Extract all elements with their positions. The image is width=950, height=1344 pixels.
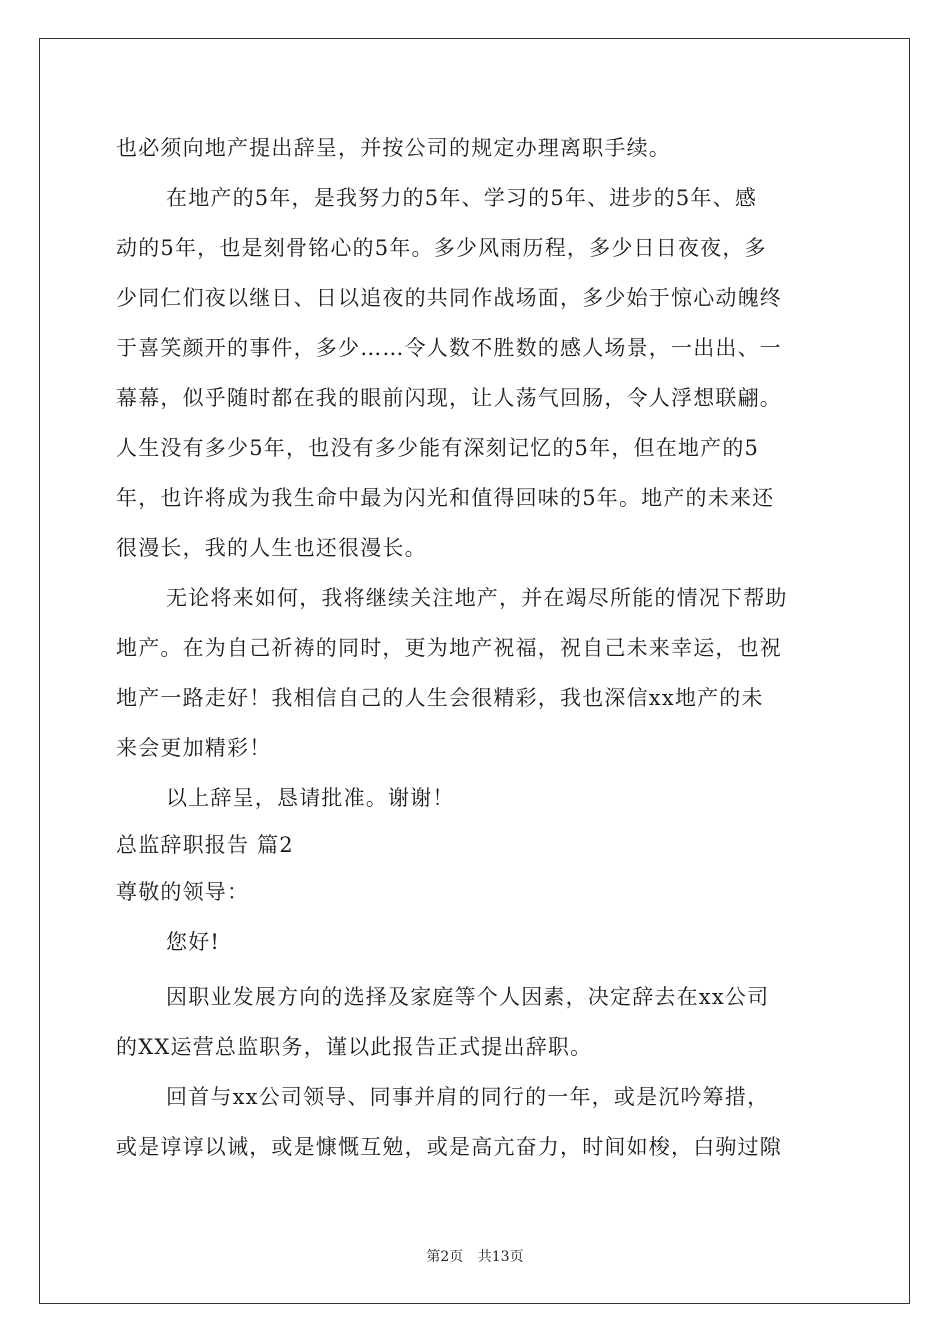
text-line: 人生没有多少5年，也没有多少能有深刻记忆的5年，但在地产的5 (116, 436, 760, 460)
text-line: 在地产的5年，是我努力的5年、学习的5年、进步的5年、感 (166, 186, 758, 210)
greeting: 您好! (166, 930, 221, 954)
page-number: 第2页 (426, 1249, 464, 1265)
text-line: 或是谆谆以诫，或是慷慨互勉，或是高亢奋力，时间如梭，白驹过隙 (116, 1135, 782, 1159)
total-pages: 共13页 (477, 1249, 524, 1265)
page-border (39, 38, 910, 1304)
page-footer (0, 1248, 950, 1266)
text-line: 于喜笑颜开的事件，多少……令人数不胜数的感人场景，一出出、一 (116, 336, 782, 360)
text-line: 很漫长，我的人生也还很漫长。 (116, 536, 427, 560)
section-heading: 总监辞职报告 篇2 (116, 833, 294, 857)
text-line: 少同仁们夜以继日、日以追夜的共同作战场面，多少始于惊心动魄终 (116, 286, 782, 310)
text-line: 的XX运营总监职务，谨以此报告正式提出辞职。 (116, 1035, 593, 1059)
salutation: 尊敬的领导： (116, 880, 250, 904)
text-line: 年，也许将成为我生命中最为闪光和值得回味的5年。地产的未来还 (116, 486, 775, 510)
text-line: 地产一路走好！我相信自己的人生会很精彩，我也深信xx地产的未 (116, 686, 764, 710)
text-line: 也必须向地产提出辞呈，并按公司的规定办理离职手续。 (116, 136, 671, 160)
text-line: 无论将来如何，我将继续关注地产，并在竭尽所能的情况下帮助 (166, 586, 788, 610)
text-line: 来会更加精彩！ (116, 736, 272, 760)
text-line: 动的5年，也是刻骨铭心的5年。多少风雨历程，多少日日夜夜，多 (116, 236, 767, 260)
text-line: 幕幕，似乎随时都在我的眼前闪现，让人荡气回肠，令人浮想联翩。 (116, 386, 782, 410)
text-line: 以上辞呈，恳请批准。谢谢！ (166, 786, 455, 810)
text-line: 回首与xx公司领导、同事并肩的同行的一年，或是沉吟筹措， (166, 1085, 770, 1109)
text-line: 因职业发展方向的选择及家庭等个人因素，决定辞去在xx公司 (166, 985, 770, 1009)
text-line: 地产。在为自己祈祷的同时，更为地产祝福，祝自己未来幸运，也祝 (116, 636, 782, 660)
